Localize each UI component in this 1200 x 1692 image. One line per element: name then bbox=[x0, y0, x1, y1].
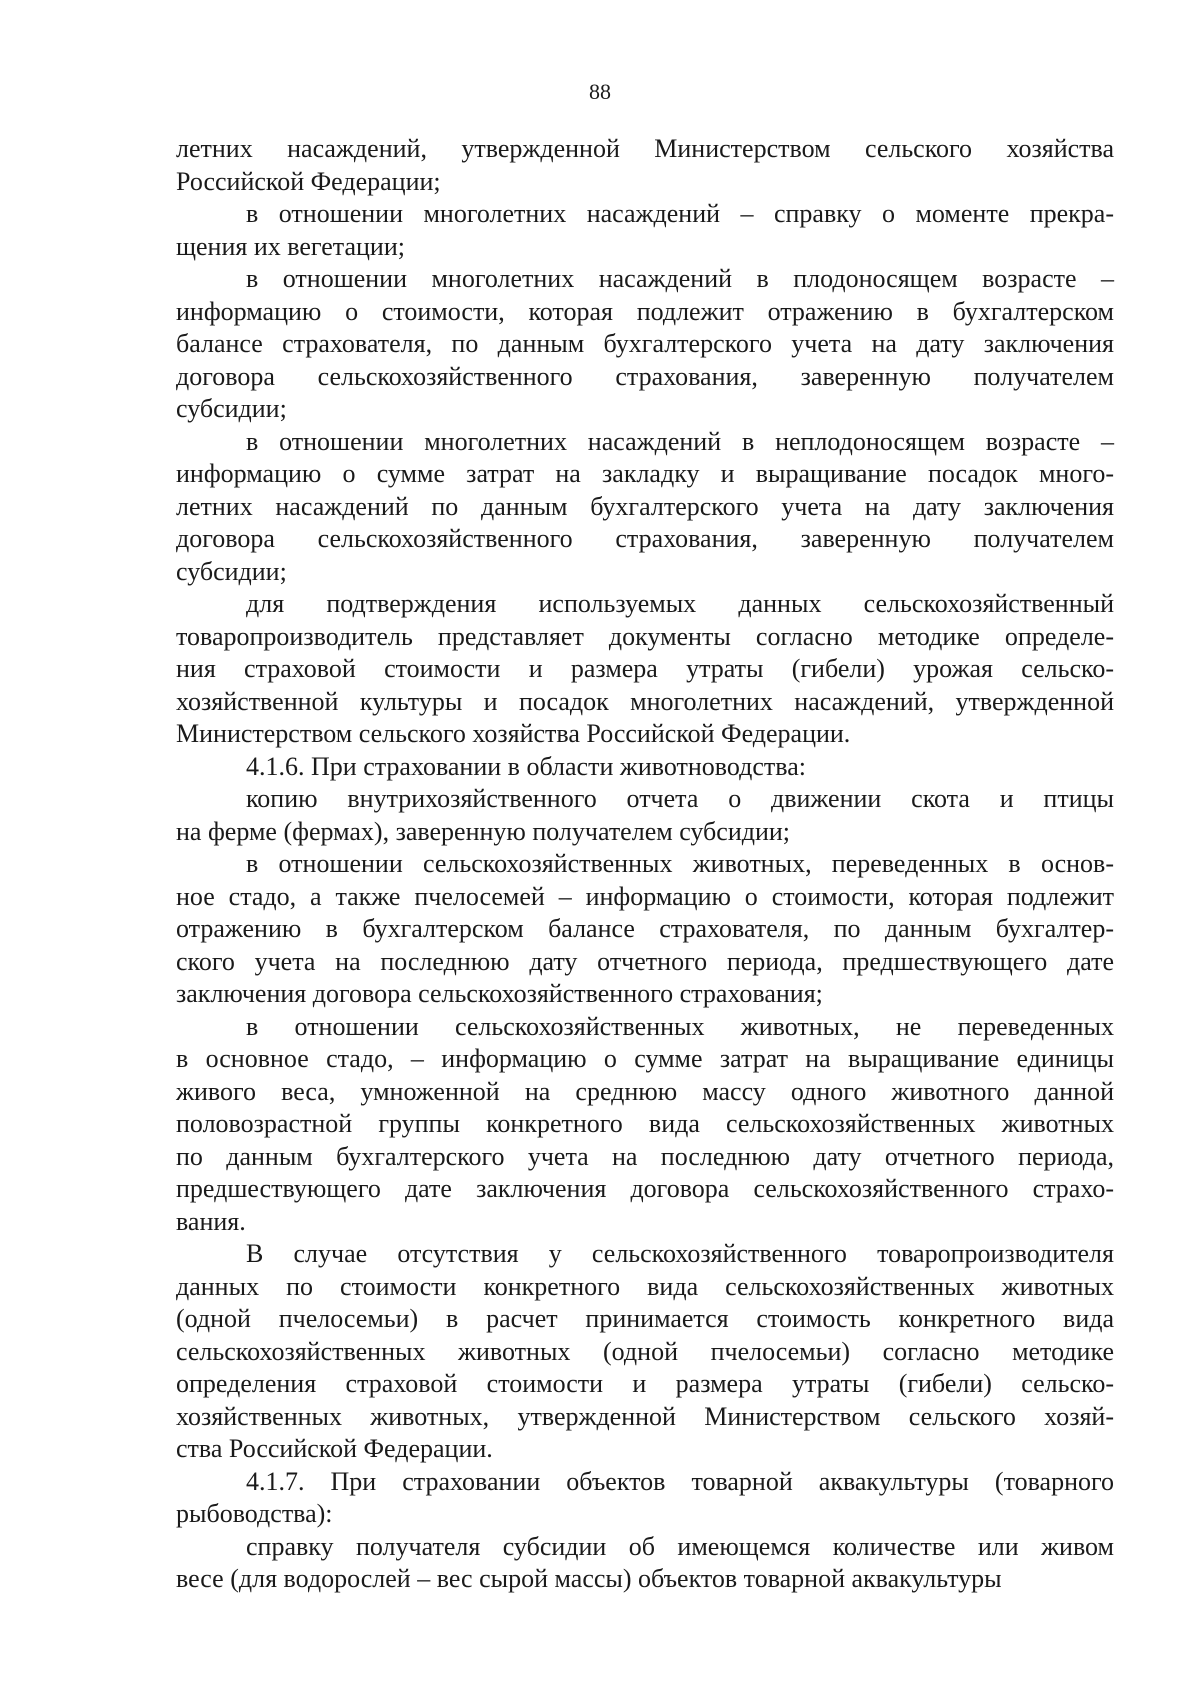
paragraph-line: балансе страхователя, по данным бухгалтерского учета на дату заключения bbox=[176, 329, 1114, 358]
document-body bbox=[176, 133, 1114, 1596]
paragraph-line: сельскохозяйственных животных (одной пчелосемьи) согласно методике bbox=[176, 1336, 1114, 1366]
paragraph-line: информацию о сумме затрат на закладку и выращивание посадок много- bbox=[176, 459, 1114, 488]
paragraph-line: предшествующего дате заключения договора сельскохозяйственного страхо- bbox=[176, 1174, 1114, 1203]
paragraph-line: летних насаждений, утвержденной Министерством сельского хозяйства bbox=[176, 134, 1114, 163]
paragraph-line: половозрастной группы конкретного вида сельскохозяйственных животных bbox=[176, 1109, 1114, 1138]
page-number: 88 bbox=[589, 79, 611, 104]
paragraph-line: 4.1.7. При страховании объектов товарной аквакультуры (товарного bbox=[246, 1466, 1114, 1496]
paragraph-line: в отношении многолетних насаждений в плодоносящем возрасте – bbox=[246, 264, 1114, 293]
paragraph-line: для подтверждения используемых данных сельскохозяйственный bbox=[246, 589, 1114, 618]
paragraph-line: в отношении сельскохозяйственных животных, переведенных в основ- bbox=[246, 849, 1114, 878]
paragraph-line: по данным бухгалтерского учета на последнюю дату отчетного периода, bbox=[176, 1141, 1114, 1171]
paragraph-line: субсидии; bbox=[176, 394, 287, 423]
paragraph-line: летних насаждений по данным бухгалтерского учета на дату заключения bbox=[176, 491, 1114, 521]
paragraph-line: справку получателя субсидии об имеющемся количестве или живом bbox=[246, 1531, 1114, 1561]
paragraph-line: Российской Федерации; bbox=[176, 166, 441, 196]
paragraph-line: рыбоводства): bbox=[176, 1499, 333, 1528]
paragraph-line: в отношении многолетних насаждений в неплодоносящем возрасте – bbox=[246, 426, 1114, 456]
paragraph-line: договора сельскохозяйственного страхования, заверенную получателем bbox=[176, 524, 1114, 553]
paragraph-line: копию внутрихозяйственного отчета о движении скота и птицы bbox=[246, 784, 1114, 813]
paragraph-line: ния страховой стоимости и размера утраты (гибели) урожая сельско- bbox=[176, 654, 1114, 683]
paragraph-line: вания. bbox=[176, 1206, 246, 1236]
paragraph-line: хозяйственных животных, утвержденной Министерством сельского хозяй- bbox=[176, 1401, 1114, 1431]
paragraph-line: живого веса, умноженной на среднюю массу одного животного данной bbox=[176, 1076, 1114, 1106]
paragraph-line: в отношении многолетних насаждений – справку о моменте прекра- bbox=[246, 199, 1114, 228]
paragraph-line: отражению в бухгалтерском балансе страхователя, по данным бухгалтер- bbox=[176, 914, 1114, 943]
paragraph-line: ского учета на последнюю дату отчетного периода, предшествующего дате bbox=[176, 946, 1114, 976]
paragraph-line: хозяйственной культуры и посадок многолетних насаждений, утвержденной bbox=[176, 686, 1114, 716]
paragraph-line: заключения договора сельскохозяйственного страхования; bbox=[176, 979, 823, 1008]
paragraph-line: товаропроизводитель представляет документы согласно методике определе- bbox=[176, 621, 1114, 651]
paragraph-line: в основное стадо, – информацию о сумме затрат на выращивание единицы bbox=[176, 1044, 1114, 1073]
paragraph-line: весе (для водорослей – вес сырой массы) объектов товарной аквакультуры bbox=[176, 1564, 1002, 1593]
paragraph-line: ное стадо, а также пчелосемей – информацию о стоимости, которая подлежит bbox=[176, 881, 1114, 911]
paragraph-line: Министерством сельского хозяйства Российской Федерации. bbox=[176, 719, 851, 748]
paragraph-line: определения страховой стоимости и размера утраты (гибели) сельско- bbox=[176, 1369, 1114, 1398]
paragraph-line: информацию о стоимости, которая подлежит отражению в бухгалтерском bbox=[176, 296, 1114, 326]
paragraph-line: щения их вегетации; bbox=[176, 231, 405, 261]
paragraph-line: субсидии; bbox=[176, 556, 287, 586]
paragraph-line: в отношении сельскохозяйственных животных, не переведенных bbox=[246, 1011, 1114, 1041]
paragraph-line: 4.1.6. При страховании в области животноводства: bbox=[246, 751, 806, 781]
paragraph-line: (одной пчелосемьи) в расчет принимается стоимость конкретного вида bbox=[176, 1304, 1114, 1333]
paragraph-line: на ферме (фермах), заверенную получателем субсидии; bbox=[176, 816, 791, 846]
paragraph-line: данных по стоимости конкретного вида сельскохозяйственных животных bbox=[176, 1271, 1114, 1301]
paragraph-line: договора сельскохозяйственного страхования, заверенную получателем bbox=[176, 361, 1114, 391]
paragraph-line: В случае отсутствия у сельскохозяйственного товаропроизводителя bbox=[246, 1239, 1114, 1268]
paragraph-line: ства Российской Федерации. bbox=[176, 1434, 493, 1463]
